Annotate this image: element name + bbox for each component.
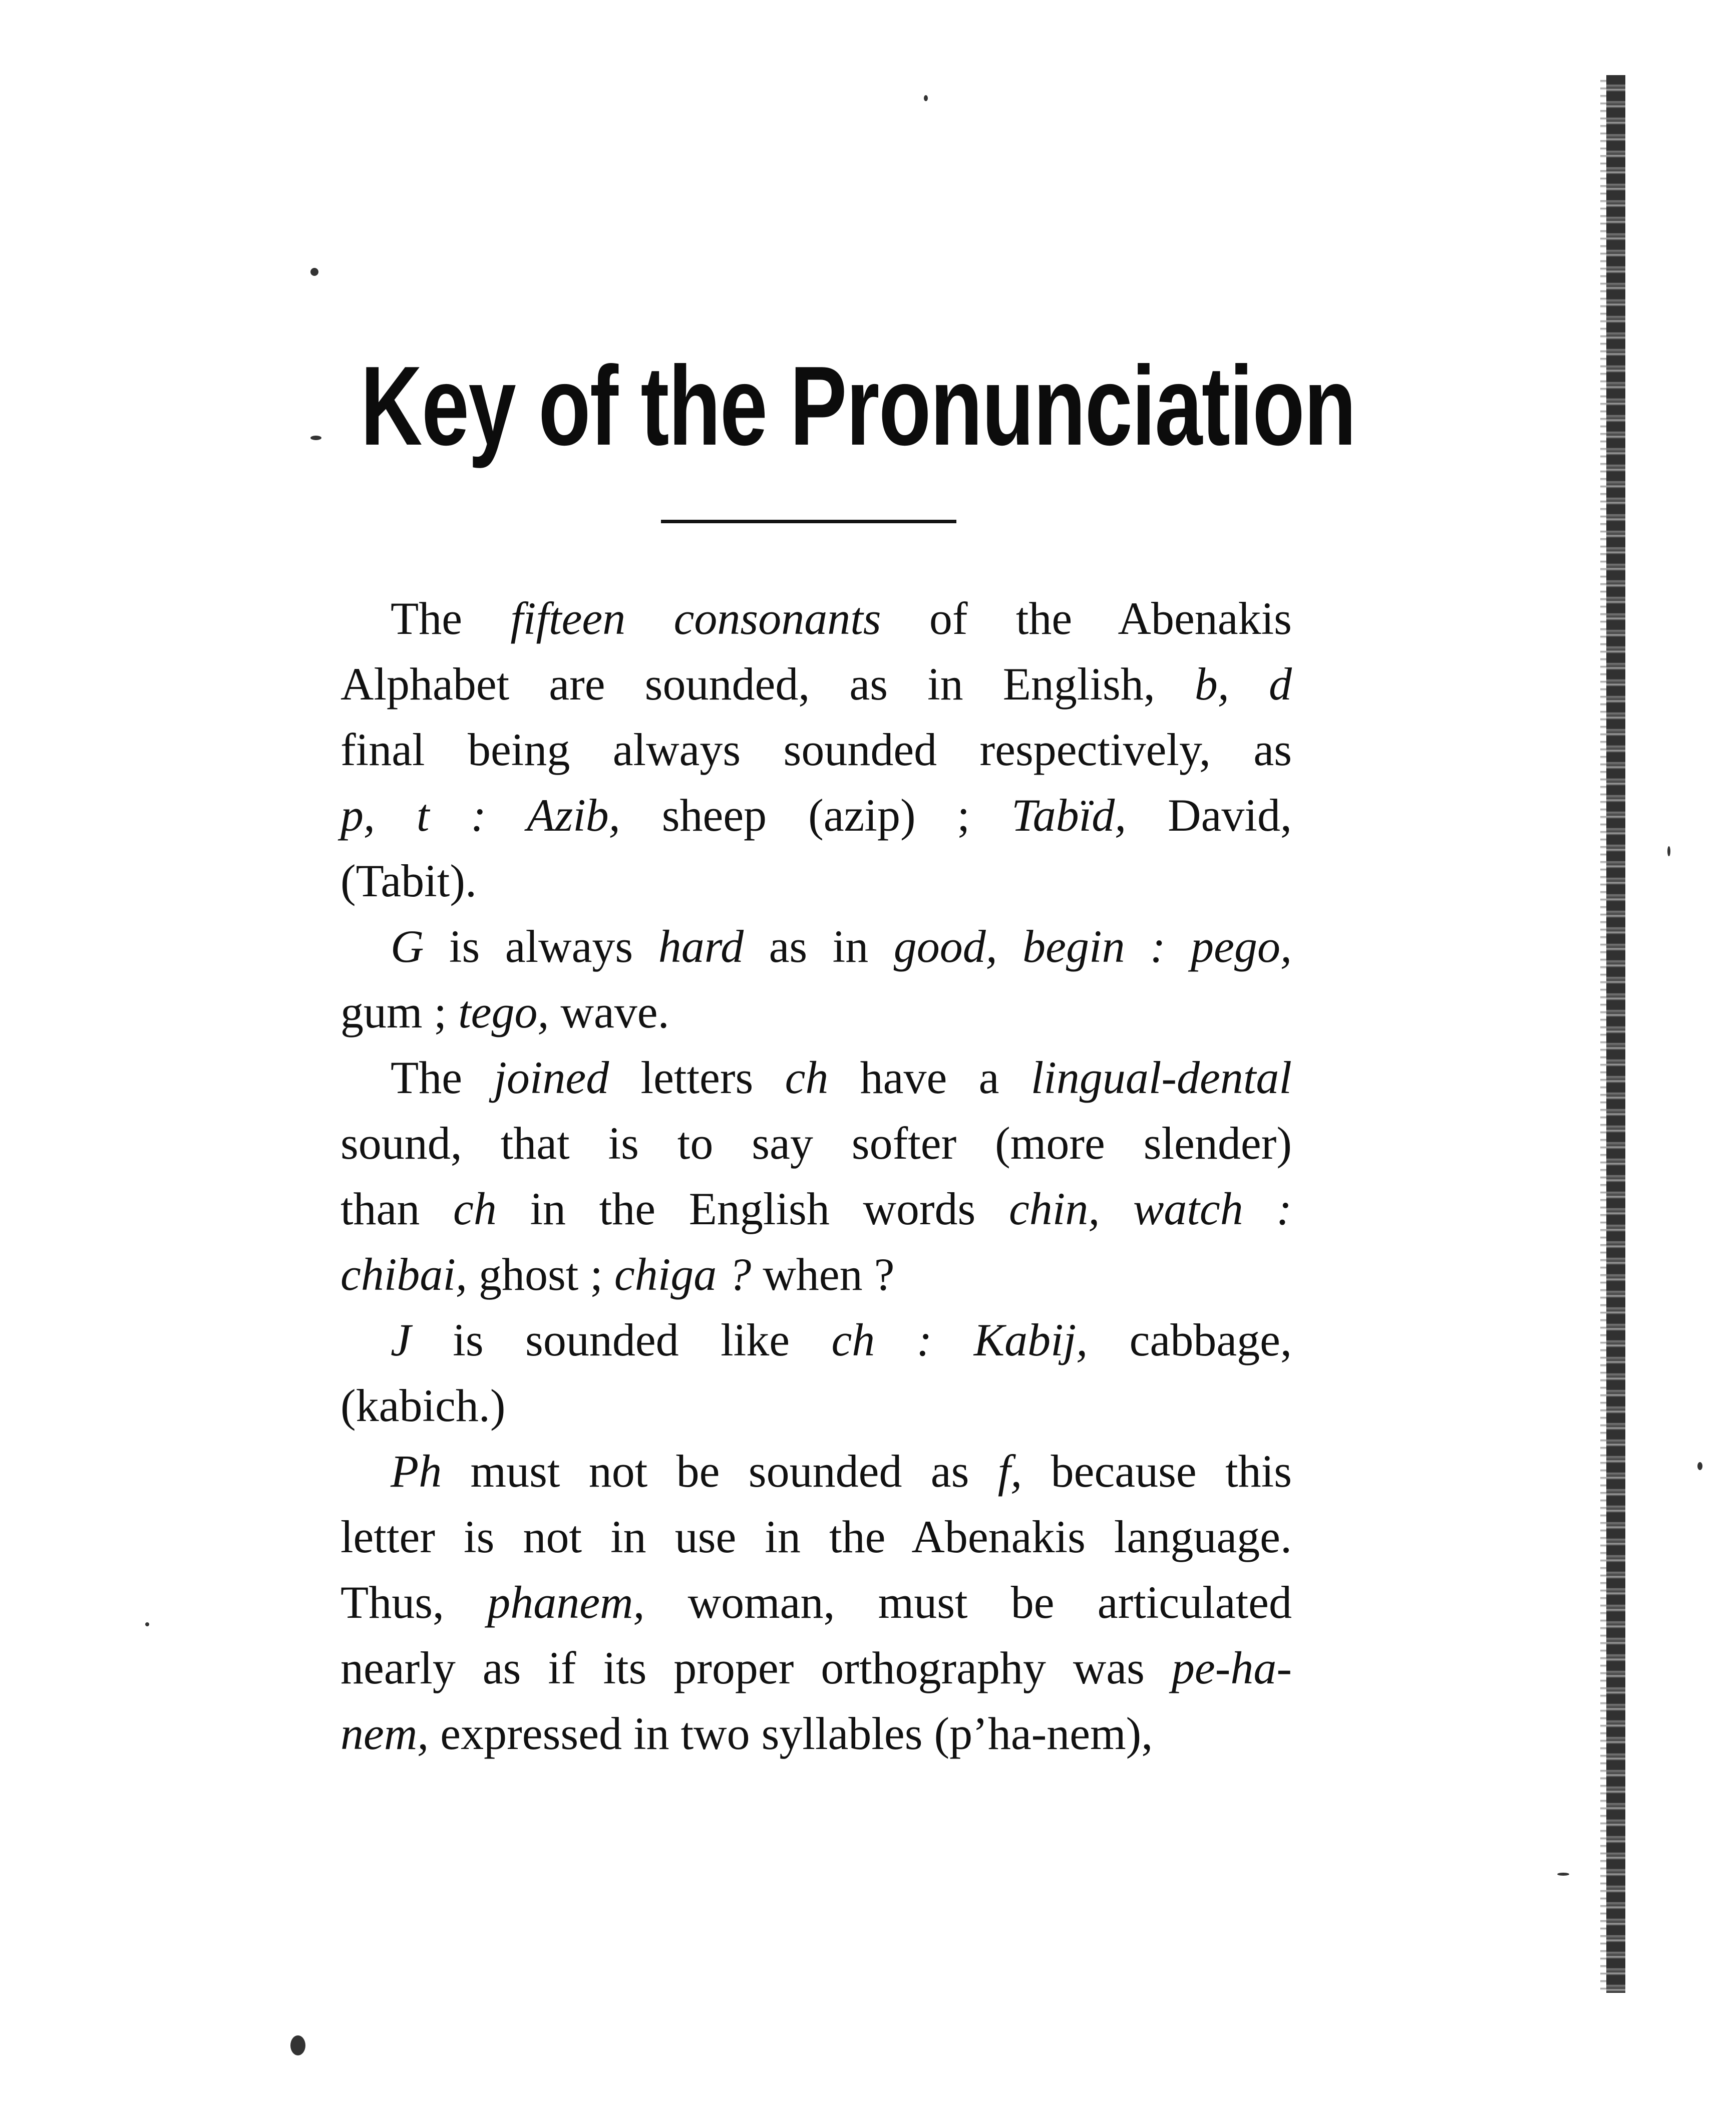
text-line [340,1701,1292,1767]
text-run: is always [424,921,658,972]
page-edge-shadow [1600,75,1606,1993]
text-run: The [391,593,511,644]
text-line [340,1439,1292,1504]
page-title: Key of the Pronunciation [361,342,1356,469]
text-run: is sounded like [411,1314,832,1365]
text-line [340,1307,1292,1373]
ink-speck [1667,846,1670,856]
italic-text: chiga ? [614,1249,752,1300]
ink-speck [145,1622,149,1626]
italic-text: ch : Kabij, [831,1314,1088,1365]
italic-text: pe-ha- [1171,1642,1292,1693]
text-line [340,1242,1292,1307]
text-line [340,1635,1292,1701]
text-line [340,783,1292,848]
italic-text: good, begin : pego, [893,921,1292,972]
text-run: David, [1126,790,1292,841]
text-line [340,717,1292,783]
text-run: sheep (azip) ; [620,790,1011,841]
text-run: (kabich.) [340,1380,506,1431]
text-run: nearly as if its proper orthography was [340,1642,1172,1693]
italic-text: b, d [1194,658,1292,710]
text-line [340,1111,1292,1176]
ink-speck [1697,1462,1702,1470]
text-run: The [391,1052,494,1103]
text-run: Alphabet are sounded, as in English, [340,658,1195,710]
page-edge [1606,75,1625,1993]
italic-text: lingual-dental [1030,1052,1292,1103]
italic-text: f, [997,1446,1022,1497]
text-run: because this [1022,1446,1292,1497]
text-run: sound, that is to say softer (more slender) [340,1118,1292,1169]
text-run: Thus, [340,1577,488,1628]
italic-text: p, t : Azib, [340,790,620,841]
text-run: cabbage, [1088,1314,1292,1365]
text-line [340,1504,1292,1570]
italic-text: Ph [391,1446,442,1497]
italic-text: ch [785,1052,829,1103]
italic-text: nem, [340,1708,429,1759]
text-run: when ? [751,1249,895,1300]
text-run: woman, must be articulated [644,1577,1292,1628]
text-run: letter is not in use in the Abenakis language. [340,1511,1292,1562]
text-run: expressed in two syllables (p’ha-nem), [429,1708,1153,1759]
italic-text: chibai, [340,1249,467,1300]
text-run: wave. [549,986,669,1037]
text-run: must not be sounded as [442,1446,998,1497]
italic-text: Tabïd, [1011,790,1127,841]
italic-text: ch [453,1183,497,1234]
text-run: (Tabit). [340,855,477,906]
italic-text: J [391,1314,411,1365]
text-line [340,1373,1292,1439]
italic-text: G [391,921,424,972]
ink-speck [1557,1873,1569,1876]
ink-speck [290,2035,305,2055]
text-run: gum ; [340,986,459,1037]
italic-text: joined [494,1052,609,1103]
text-line [340,651,1292,717]
text-line [340,979,1292,1045]
text-run: have a [828,1052,1031,1103]
italic-text: tego, [458,986,549,1037]
text-run: than [340,1183,454,1234]
text-run: as in [744,921,894,972]
text-line [340,848,1292,914]
text-run: in the English words [496,1183,1009,1234]
text-line [340,914,1292,979]
text-line [340,1176,1292,1242]
page-body [340,586,1292,1767]
ink-speck [924,95,928,101]
italic-text: fifteen consonants [510,593,881,644]
text-run: letters [609,1052,785,1103]
ink-speck [310,268,318,276]
italic-text: chin, watch : [1008,1183,1292,1234]
text-run: of the Abenakis [881,593,1292,644]
text-line [340,1045,1292,1111]
title-rule [661,520,956,523]
italic-text: hard [658,921,744,972]
text-run: ghost ; [467,1249,614,1300]
text-line [340,1570,1292,1635]
italic-text: phanem, [487,1577,645,1628]
text-line [340,586,1292,651]
text-run: final being always sounded respectively, as [340,724,1292,775]
ink-speck [310,436,321,440]
